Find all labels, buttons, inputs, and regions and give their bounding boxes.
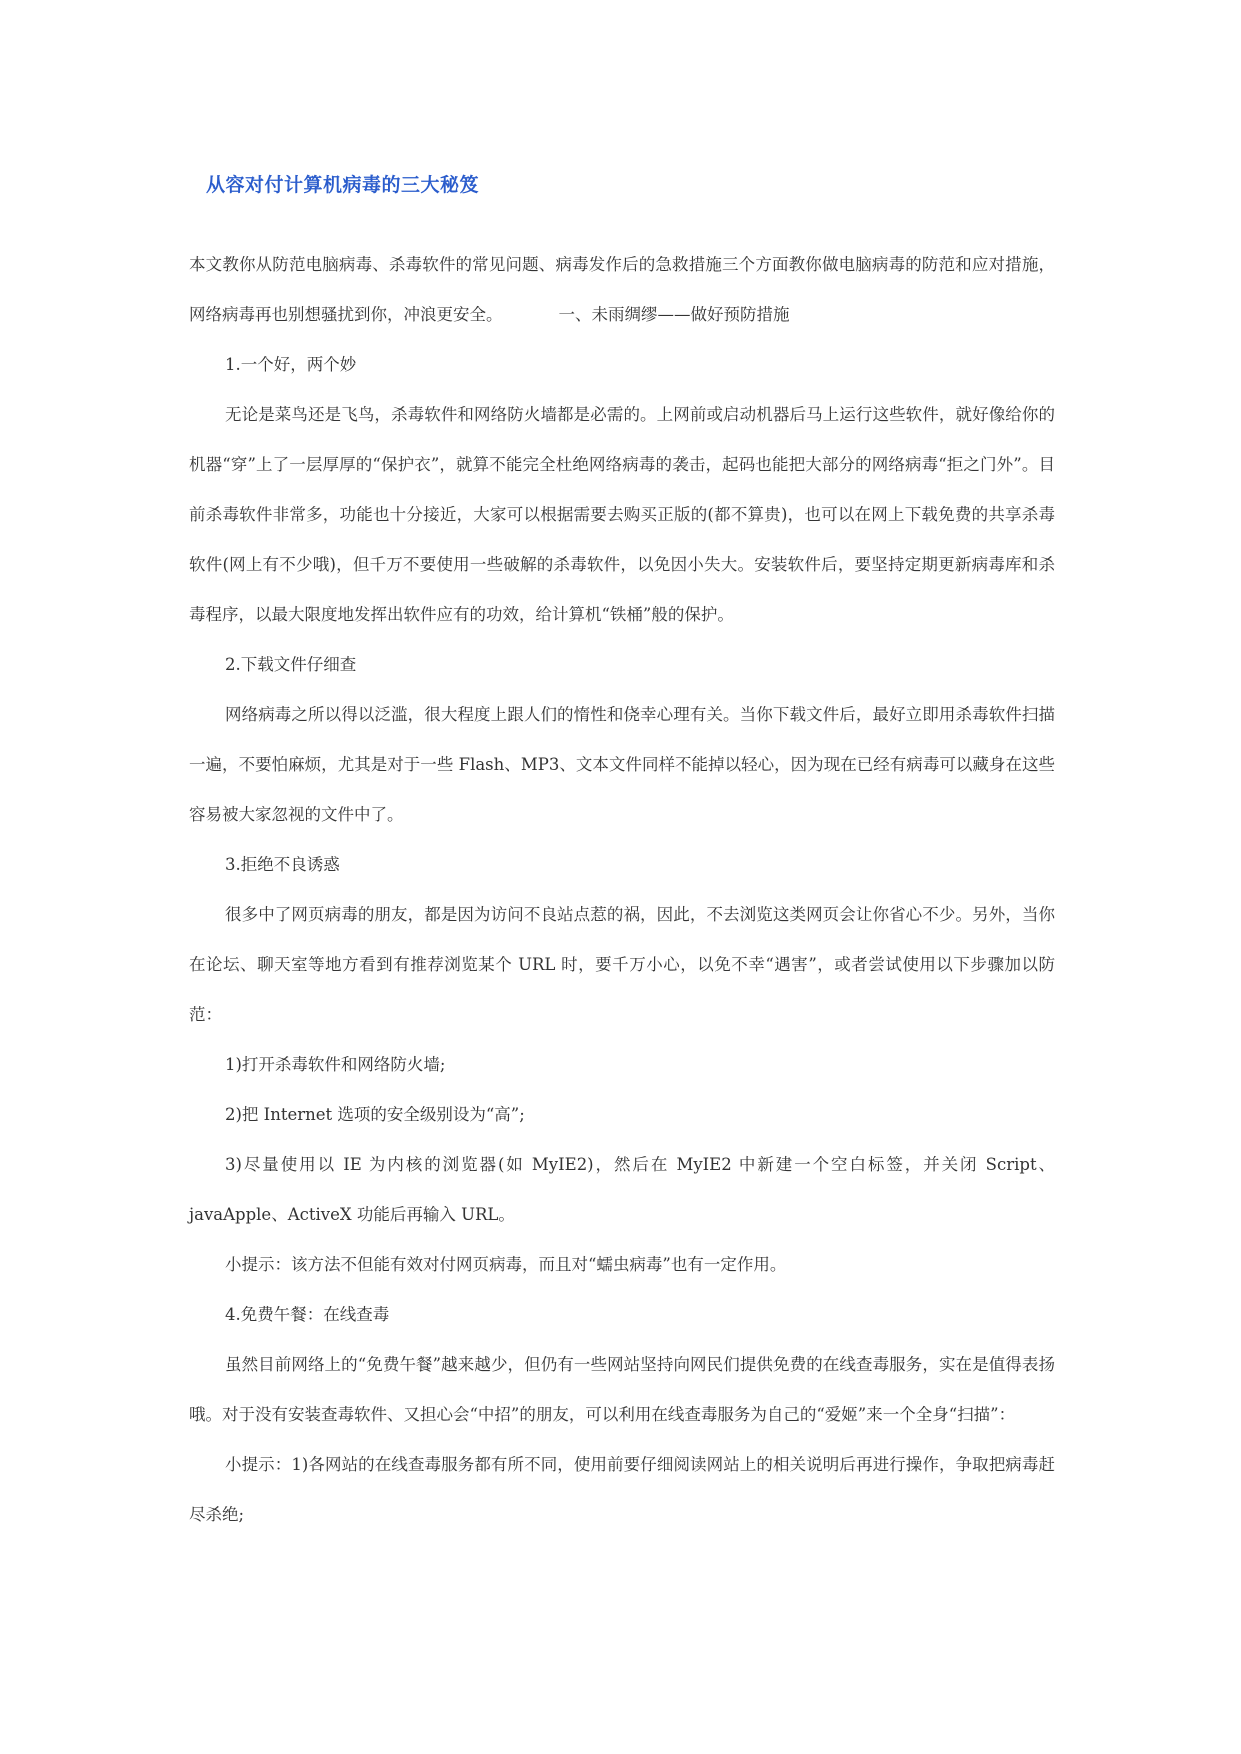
- item-paragraph-2: 网络病毒之所以得以泛滥，很大程度上跟人们的惰性和侥幸心理有关。当你下载文件后，最好立即用杀毒软件扫描一遍，不要怕麻烦，尤其是对于一些 Flash、MP3、文本文件同样不能掉以轻心，因为现在已经有病毒可以藏身在这些容易被大家忽视的文件中了。: [189, 705, 1055, 824]
- tip-2: 小提示：1)各网站的在线查毒服务都有所不同，使用前要仔细阅读网站上的相关说明后再进行操作，争取把病毒赶尽杀绝;: [189, 1455, 1055, 1524]
- step-3: 3)尽量使用以 IE 为内核的浏览器(如 MyIE2)，然后在 MyIE2 中新建一个空白标签，并关闭 Script、javaApple、ActiveX 功能后再输入 URL。: [189, 1155, 1055, 1224]
- item-heading-1: 1.一个好，两个妙: [225, 355, 357, 374]
- intro-paragraph: [189, 240, 1055, 340]
- item-heading-3: 3.拒绝不良诱惑: [225, 855, 340, 874]
- tip-1: 小提示：该方法不但能有效对付网页病毒，而且对“蠕虫病毒”也有一定作用。: [225, 1255, 787, 1274]
- step-2: 2)把 Internet 选项的安全级别设为“高”;: [225, 1105, 525, 1124]
- step-1: 1)打开杀毒软件和网络防火墙;: [225, 1055, 446, 1074]
- section-heading-1: 一、未雨绸缪——做好预防措施: [558, 305, 790, 324]
- document-title: 从容对付计算机病毒的三大秘笈: [206, 174, 480, 196]
- intro-text: 本文教你从防范电脑病毒、杀毒软件的常见问题、病毒发作后的急救措施三个方面教你做电脑病毒的防范和应对措施，网络病毒再也别想骚扰到你，冲浪更安全。: [189, 255, 1055, 324]
- item-heading-4: 4.免费午餐：在线查毒: [225, 1305, 390, 1324]
- item-paragraph-1: 无论是菜鸟还是飞鸟，杀毒软件和网络防火墙都是必需的。上网前或启动机器后马上运行这些软件，就好像给你的机器“穿”上了一层厚厚的“保护衣”，就算不能完全杜绝网络病毒的袭击，起码也能把大部分的网络病毒“拒之门外”。目前杀毒软件非常多，功能也十分接近，大家可以根据需要去购买正版的(都不算贵)，也可以在网上下载免费的共享杀毒软件(网上有不少哦)，但千万不要使用一些破解的杀毒软件，以免因小失大。安装软件后，要坚持定期更新病毒库和杀毒程序，以最大限度地发挥出软件应有的功效，给计算机“铁桶”般的保护。: [189, 405, 1055, 624]
- document-body: [189, 240, 1055, 1540]
- item-paragraph-4: 虽然目前网络上的“免费午餐”越来越少，但仍有一些网站坚持向网民们提供免费的在线查毒服务，实在是值得表扬哦。对于没有安装查毒软件、又担心会“中招”的朋友，可以利用在线查毒服务为自己的“爱姬”来一个全身“扫描”：: [189, 1355, 1055, 1424]
- item-paragraph-3: 很多中了网页病毒的朋友，都是因为访问不良站点惹的祸，因此，不去浏览这类网页会让你省心不少。另外，当你在论坛、聊天室等地方看到有推荐浏览某个 URL 时，要千万小心，以免不幸“遇害”，或者尝试使用以下步骤加以防范：: [189, 905, 1055, 1024]
- item-heading-2: 2.下载文件仔细查: [225, 655, 357, 674]
